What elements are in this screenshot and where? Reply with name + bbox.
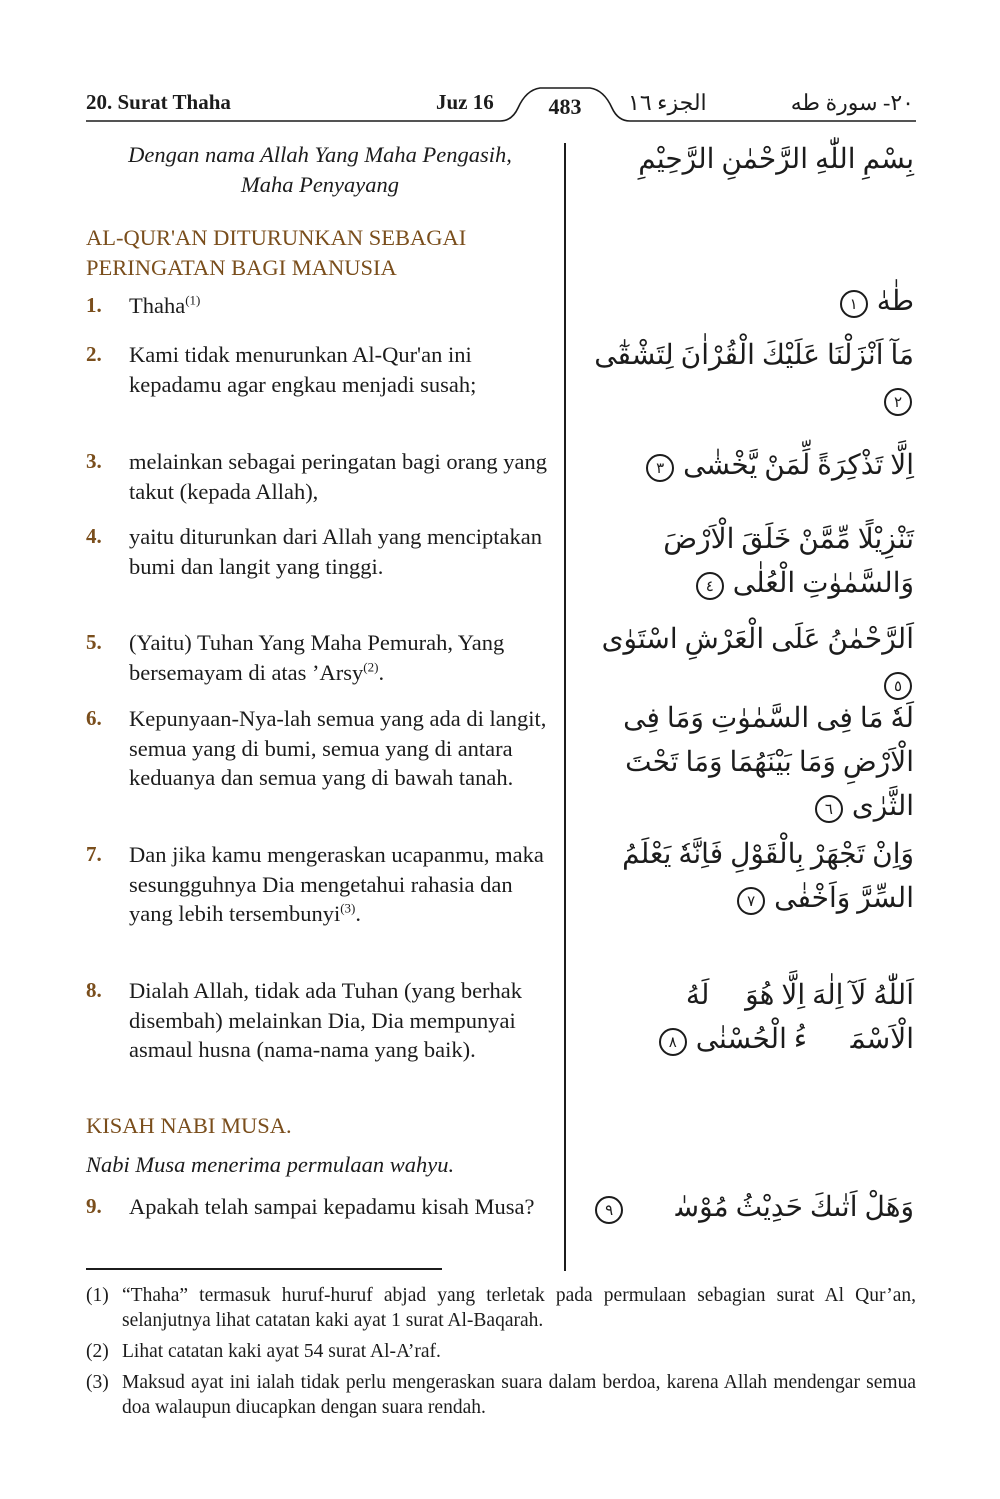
page-number: 483 xyxy=(548,94,582,119)
verse-number: 1. xyxy=(86,293,102,317)
verse-number: 6. xyxy=(86,706,102,730)
footnote-2 xyxy=(86,1339,916,1364)
verse-2-arabic: مَآ اَنْزَلْنَا عَلَيْكَ الْقُرْاٰنَ لِتَشْقٰٓى ٢ xyxy=(584,334,914,422)
footnote-ref[interactable]: (1) xyxy=(185,292,201,308)
footnote-mark: (3) xyxy=(86,1372,109,1393)
header-page-tab xyxy=(0,0,1000,140)
verse-translation: (Yaitu) Tuhan Yang Maha Pemurah, Yang bersemayam di atas ’Arsy$^{(2)}$. xyxy=(129,630,505,685)
header-surah-arabic: ٢٠- سورة طه xyxy=(790,90,914,115)
footnote-ref[interactable]: (3) xyxy=(340,900,356,916)
column-divider xyxy=(564,143,566,1271)
verse-number: 3. xyxy=(86,449,102,473)
ayah-number-marker: ٩ xyxy=(595,1196,623,1224)
verse-number: 7. xyxy=(86,842,102,866)
section-title: AL-QUR'AN DITURUNKAN SEBAGAI PERINGATAN BAGI MANUSIA xyxy=(86,225,467,280)
verse-5-arabic: اَلرَّحْمٰنُ عَلَى الْعَرْشِ اسْتَوٰى ٥ xyxy=(584,618,914,706)
footnote-text: Lihat catatan kaki ayat 54 surat Al-A’raf. xyxy=(122,1341,441,1362)
verse-translation: yaitu diturunkan dari Allah yang menciptakan bumi dan langit yang tinggi. xyxy=(129,524,543,579)
verse-number: 5. xyxy=(86,630,102,654)
verse-7-arabic: وَاِنْ تَجْهَرْ بِالْقَوْلِ فَاِنَّهٗ يَعْلَمُ السِّرَّ وَاَخْفٰى ٧ xyxy=(622,839,914,914)
verse-translation: Kepunyaan-Nya-lah semua yang ada di langit, semua yang di bumi, semua yang di antara keduanya dan semua yang di bawah tanah. xyxy=(129,706,547,790)
header-juz: Juz 16 xyxy=(436,90,494,114)
footnote-1 xyxy=(86,1283,916,1333)
footnote-mark: (2) xyxy=(86,1341,109,1362)
verse-4-arabic: تَنْزِيْلًا مِّمَّنْ خَلَقَ الْاَرْضَ وَالسَّمٰوٰتِ الْعُلٰى ٤ xyxy=(663,524,914,599)
verse-translation: Apakah telah sampai kepadamu kisah Musa? xyxy=(129,1194,535,1219)
verse-9-arabic: وَهَلْ اَتٰىكَ حَدِيْثُ مُوْسٰىۘ ٩ xyxy=(584,1186,914,1230)
verse-3-arabic: اِلَّا تَذْكِرَةً لِّمَنْ يَّخْشٰى ٣ xyxy=(584,444,914,488)
verse-1-arabic: طٰهٰ ١ xyxy=(584,280,914,324)
footnote-mark: (1) xyxy=(86,1285,109,1306)
verse-number: 8. xyxy=(86,978,102,1002)
verse-8-arabic: اَللّٰهُ لَآ اِلٰهَ اِلَّا هُوَ ۗ لَهُ الْاَسْمَاۤءُ الْحُسْنٰى ٨ xyxy=(584,974,914,1062)
footnote-text: “Thaha” termasuk huruf-huruf abjad yang terletak pada permulaan sebagian surat Al Qur’an, selanjutnya lihat catatan kaki ayat 1 surat Al-Baqarah. xyxy=(122,1285,916,1331)
verse-translation: Dan jika kamu mengeraskan ucapanmu, maka sesungguhnya Dia mengetahui rahasia dan yang lebih tersembunyi$^{(3)}$. xyxy=(129,842,544,926)
ayah-number-marker: ٥ xyxy=(884,672,912,700)
section-title: KISAH NABI MUSA. xyxy=(86,1113,292,1138)
ayah-number-marker: ٧ xyxy=(737,887,765,915)
section-subtitle: Nabi Musa menerima permulaan wahyu. xyxy=(86,1152,455,1177)
ayah-number-marker: ٤ xyxy=(696,572,724,600)
basmala-arabic: بِسْمِ اللّٰهِ الرَّحْمٰنِ الرَّحِيْمِ xyxy=(638,144,914,175)
header-surah-title: 20. Surat Thaha xyxy=(86,90,231,114)
verse-number: 9. xyxy=(86,1194,102,1218)
verse-translation: Thaha$^{(1)}$ xyxy=(129,292,201,318)
footnote-ref[interactable]: (2) xyxy=(363,659,379,674)
verse-translation: melainkan sebagai peringatan bagi orang yang takut (kepada Allah), xyxy=(129,449,547,504)
ayah-number-marker: ٨ xyxy=(659,1028,687,1056)
verse-number: 4. xyxy=(86,524,102,548)
ayah-number-marker: ٣ xyxy=(646,454,674,482)
footnote-3 xyxy=(86,1370,916,1420)
footnote-separator xyxy=(86,1268,442,1270)
header-juz-arabic: الجزء ١٦ xyxy=(628,90,707,115)
verse-translation: Dialah Allah, tidak ada Tuhan (yang berhak disembah) melainkan Dia, Dia mempunyai asmaul husna (nama-nama yang baik). xyxy=(129,978,523,1062)
verse-number: 2. xyxy=(86,342,102,366)
verse-6-arabic: لَهٗ مَا فِى السَّمٰوٰتِ وَمَا فِى الْاَرْضِ وَمَا بَيْنَهُمَا وَمَا تَحْتَ الثَّرٰى ٦ xyxy=(623,703,914,822)
ayah-number-marker: ٦ xyxy=(815,795,843,823)
ayah-number-marker: ٢ xyxy=(884,388,912,416)
basmala-translation: Dengan nama Allah Yang Maha Pengasih, Maha Penyayang xyxy=(128,142,512,197)
verse-translation: Kami tidak menurunkan Al-Qur'an ini kepadamu agar engkau menjadi susah; xyxy=(129,342,477,397)
footnote-text: Maksud ayat ini ialah tidak perlu mengeraskan suara dalam berdoa, karena Allah mendengar semua doa walaupun diucapkan dengan suara rendah. xyxy=(122,1372,916,1418)
ayah-number-marker: ١ xyxy=(840,290,868,318)
